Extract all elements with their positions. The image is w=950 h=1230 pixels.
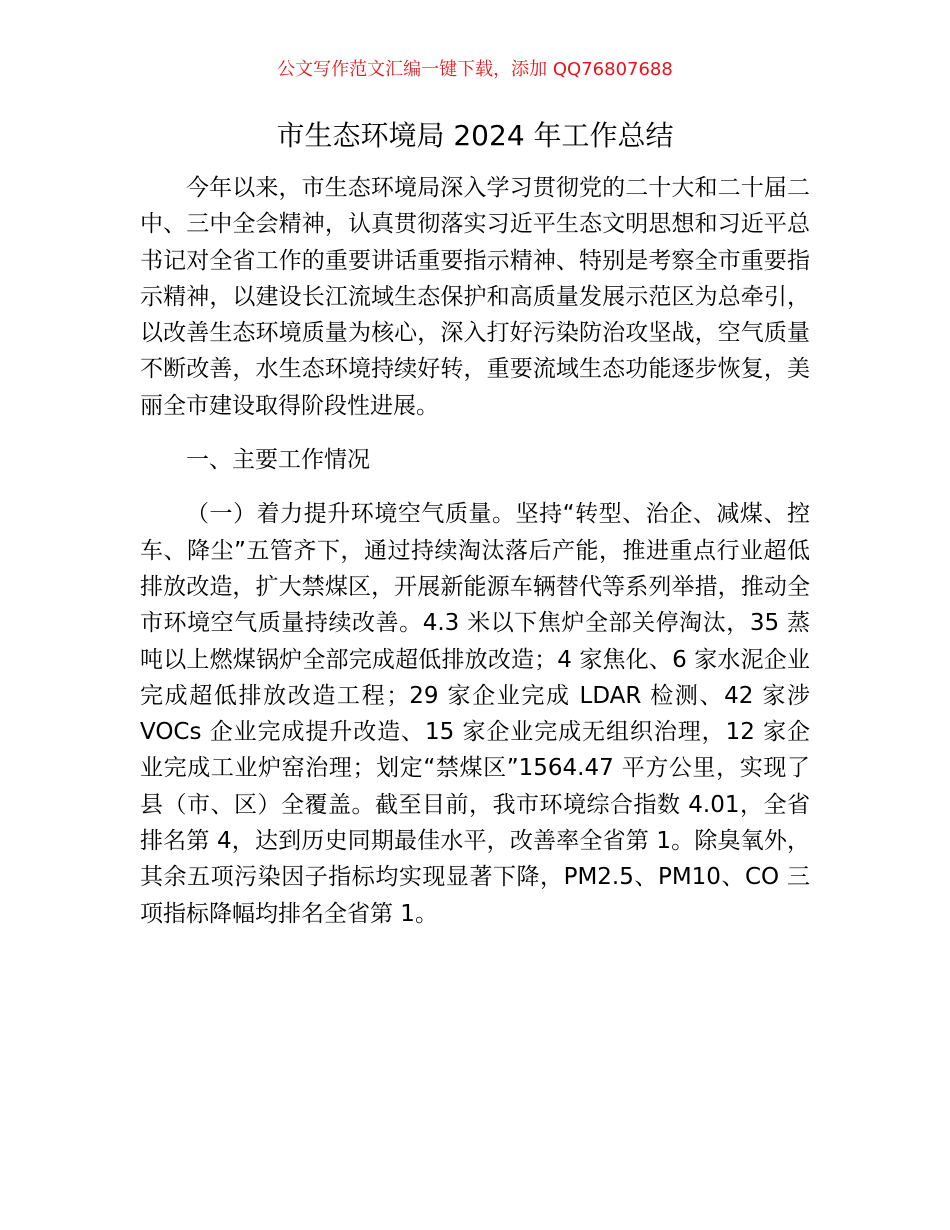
- document-body: [140, 170, 810, 932]
- intro-paragraph: 今年以来，市生态环境局深入学习贯彻党的二十大和二十届二中、三中全会精神，认真贯彻落实习近平生态文明思想和习近平总书记对全省工作的重要讲话重要指示精神、特别是考察全市重要指示精神，以建设长江流域生态保护和高质量发展示范区为总牵引，以改善生态环境质量为核心，深入打好污染防治攻坚战，空气质量不断改善，水生态环境持续好转，重要流域生态功能逐步恢复，美丽全市建设取得阶段性进展。: [140, 175, 810, 419]
- item-air-quality-paragraph: （一）着力提升环境空气质量。坚持“转型、治企、减煤、控车、降尘”五管齐下，通过持续淘汰落后产能，推进重点行业超低排放改造，扩大禁煤区，开展新能源车辆替代等系列举措，推动全市环境空气质量持续改善。4.3 米以下焦炉全部关停淘汰，35 蒸吨以上燃煤锅炉全部完成超低排放改造；4 家焦化、6 家水泥企业完成超低排放改造工程；29 家企业完成 LDAR 检测、42 家涉 VOCs 企业完成提升改造、15 家企业完成无组织治理，12 家企业完成工业炉窑治理；划定“禁煤区”1564.47 平方公里，实现了县（市、区）全覆盖。截至目前，我市环境综合指数 4.01，全省排名第 4，达到历史同期最佳水平，改善率全省第 1。除臭氧外，其余五项污染因子指标均实现显著下降，PM2.5、PM10、CO 三项指标降幅均排名全省第 1。: [140, 501, 810, 927]
- document-title: 市生态环境局 2024 年工作总结: [276, 119, 674, 152]
- section-heading-main-work: 一、主要工作情况: [186, 447, 370, 474]
- download-promo-note: 公文写作范文汇编一键下载，添加 QQ76807688: [277, 59, 673, 80]
